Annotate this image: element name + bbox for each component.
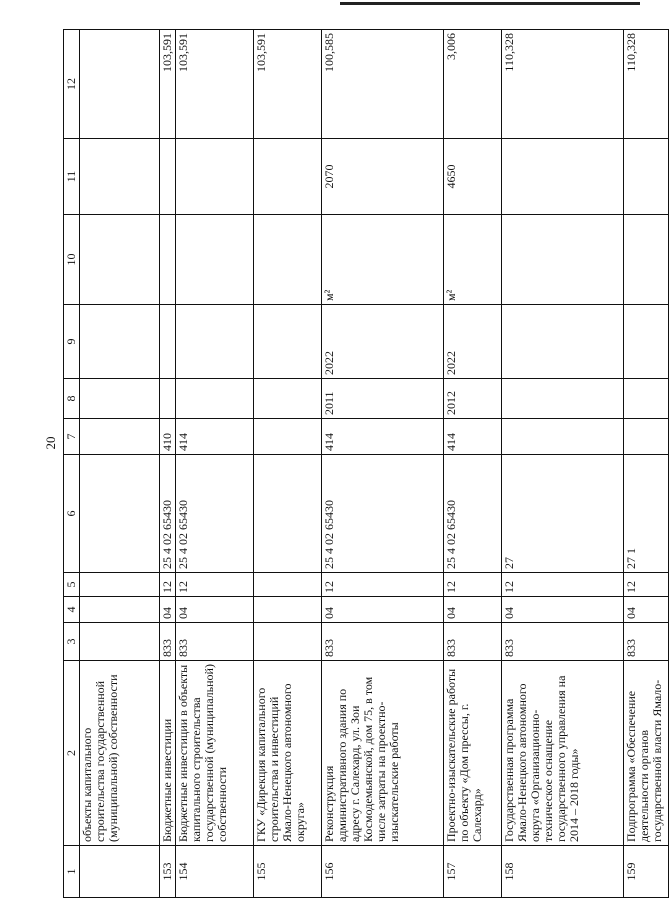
target-article-cell: 25 4 02 65430 xyxy=(322,455,444,573)
end-year-cell xyxy=(502,305,624,379)
table-row xyxy=(322,30,444,898)
table-row xyxy=(502,30,624,898)
unit-cell xyxy=(160,215,176,305)
capacity-cell: 4650 xyxy=(444,139,502,215)
row-number-cell: 157 xyxy=(444,846,502,898)
end-year-cell xyxy=(254,305,322,379)
header-cell: 4 xyxy=(64,597,80,623)
section-cell xyxy=(254,597,322,623)
amount-cell: 100,585 xyxy=(322,30,444,139)
section-cell: 04 xyxy=(322,597,444,623)
expense-type-cell xyxy=(502,419,624,455)
code-cell: 833 xyxy=(624,623,669,661)
end-year-cell: 2022 xyxy=(444,305,502,379)
code-cell xyxy=(254,623,322,661)
target-article-cell: 25 4 02 65430 xyxy=(444,455,502,573)
start-year-cell xyxy=(160,379,176,419)
end-year-cell xyxy=(624,305,669,379)
end-year-cell xyxy=(80,305,160,379)
row-number-cell: 154 xyxy=(176,846,254,898)
subsection-cell: 12 xyxy=(160,573,176,597)
subsection-cell: 12 xyxy=(502,573,624,597)
code-cell xyxy=(80,623,160,661)
capacity-cell xyxy=(624,139,669,215)
name-cell: объекты капитального строительства государственной (муниципальной) собственности xyxy=(80,661,160,846)
header-cell: 12 xyxy=(64,30,80,139)
expense-type-cell xyxy=(80,419,160,455)
page-number: 20 xyxy=(43,436,58,450)
header-cell: 6 xyxy=(64,455,80,573)
table-row xyxy=(254,30,322,898)
name-cell: Реконструкция административного здания по адресу г. Салехард, ул. Зои Космодемьянской, дом 75, в том числе затраты на проектно-изыскательские работы xyxy=(322,661,444,846)
subsection-cell xyxy=(254,573,322,597)
unit-cell: м² xyxy=(444,215,502,305)
amount-cell xyxy=(80,30,160,139)
capacity-cell xyxy=(160,139,176,215)
amount-cell: 103,591 xyxy=(176,30,254,139)
capacity-cell xyxy=(502,139,624,215)
capacity-cell xyxy=(176,139,254,215)
header-cell: 3 xyxy=(64,623,80,661)
table-body xyxy=(80,30,669,898)
name-cell: ГКУ «Дирекция капитального строительства и инвестиций Ямало-Ненецкого автономного округа» xyxy=(254,661,322,846)
capacity-cell: 2070 xyxy=(322,139,444,215)
capacity-cell xyxy=(254,139,322,215)
amount-cell: 103,591 xyxy=(254,30,322,139)
top-rule-line xyxy=(340,2,640,5)
name-cell: Государственная программа Ямало-Ненецкого автономного округа «Организационно-техническое оснащение государственного управления на 2014 – 2018 годы» xyxy=(502,661,624,846)
rotated-table-wrapper xyxy=(63,30,664,898)
expense-type-cell: 414 xyxy=(444,419,502,455)
subsection-cell: 12 xyxy=(176,573,254,597)
section-cell: 04 xyxy=(176,597,254,623)
unit-cell xyxy=(80,215,160,305)
end-year-cell xyxy=(160,305,176,379)
header-cell: 11 xyxy=(64,139,80,215)
start-year-cell xyxy=(254,379,322,419)
rotated-table-area xyxy=(63,30,664,898)
table-header-row xyxy=(64,30,80,898)
table-row xyxy=(80,30,160,898)
code-cell: 833 xyxy=(176,623,254,661)
subsection-cell: 12 xyxy=(322,573,444,597)
expense-type-cell: 410 xyxy=(160,419,176,455)
name-cell: Бюджетные инвестиции xyxy=(160,661,176,846)
row-number-cell xyxy=(80,846,160,898)
target-article-cell: 25 4 02 65430 xyxy=(160,455,176,573)
row-number-cell: 159 xyxy=(624,846,669,898)
start-year-cell xyxy=(176,379,254,419)
code-cell: 833 xyxy=(444,623,502,661)
name-cell: Подпрограмма «Обеспечение деятельности органов государственной власти Ямало- xyxy=(624,661,669,846)
unit-cell xyxy=(254,215,322,305)
end-year-cell xyxy=(176,305,254,379)
target-article-cell xyxy=(254,455,322,573)
row-number-cell: 153 xyxy=(160,846,176,898)
row-number-cell: 156 xyxy=(322,846,444,898)
start-year-cell: 2011 xyxy=(322,379,444,419)
unit-cell xyxy=(176,215,254,305)
code-cell: 833 xyxy=(322,623,444,661)
target-article-cell: 27 xyxy=(502,455,624,573)
header-cell: 8 xyxy=(64,379,80,419)
start-year-cell xyxy=(80,379,160,419)
capacity-cell xyxy=(80,139,160,215)
table-row xyxy=(176,30,254,898)
row-number-cell: 155 xyxy=(254,846,322,898)
end-year-cell: 2022 xyxy=(322,305,444,379)
section-cell: 04 xyxy=(444,597,502,623)
row-number-cell: 158 xyxy=(502,846,624,898)
code-cell: 833 xyxy=(502,623,624,661)
target-article-cell: 25 4 02 65430 xyxy=(176,455,254,573)
table-row xyxy=(624,30,669,898)
start-year-cell xyxy=(502,379,624,419)
unit-cell xyxy=(624,215,669,305)
expense-type-cell xyxy=(254,419,322,455)
name-cell: Проектно-изыскательские работы по объекту «Дом прессы, г. Салехард» xyxy=(444,661,502,846)
expense-type-cell: 414 xyxy=(176,419,254,455)
subsection-cell: 12 xyxy=(444,573,502,597)
amount-cell: 110,328 xyxy=(502,30,624,139)
section-cell: 04 xyxy=(160,597,176,623)
expense-type-cell xyxy=(624,419,669,455)
header-cell: 5 xyxy=(64,573,80,597)
unit-cell xyxy=(502,215,624,305)
unit-cell: м² xyxy=(322,215,444,305)
start-year-cell xyxy=(624,379,669,419)
name-cell: Бюджетные инвестиции в объекты капитального строительства государственной (муниципальной) собственности xyxy=(176,661,254,846)
table-row xyxy=(444,30,502,898)
subsection-cell: 12 xyxy=(624,573,669,597)
amount-cell: 3,006 xyxy=(444,30,502,139)
header-cell: 9 xyxy=(64,305,80,379)
subsection-cell xyxy=(80,573,160,597)
section-cell: 04 xyxy=(502,597,624,623)
header-cell: 2 xyxy=(64,661,80,846)
section-cell: 04 xyxy=(624,597,669,623)
target-article-cell xyxy=(80,455,160,573)
code-cell: 833 xyxy=(160,623,176,661)
header-cell: 10 xyxy=(64,215,80,305)
table-row xyxy=(160,30,176,898)
expense-type-cell: 414 xyxy=(322,419,444,455)
budget-table xyxy=(63,29,669,898)
section-cell xyxy=(80,597,160,623)
header-cell: 7 xyxy=(64,419,80,455)
amount-cell: 103,591 xyxy=(160,30,176,139)
target-article-cell: 27 1 xyxy=(624,455,669,573)
header-cell: 1 xyxy=(64,846,80,898)
amount-cell: 110,328 xyxy=(624,30,669,139)
start-year-cell: 2012 xyxy=(444,379,502,419)
